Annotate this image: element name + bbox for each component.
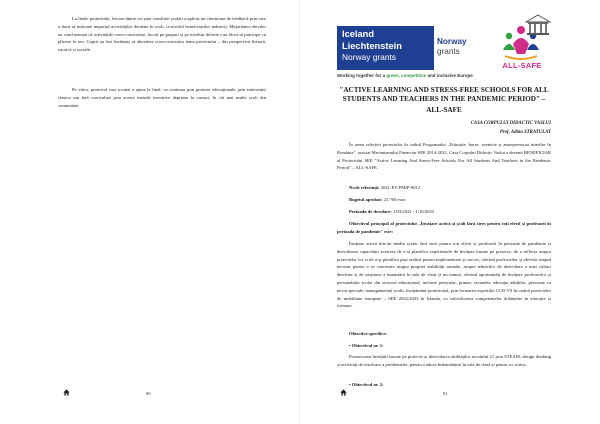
page-number-right: 81 (443, 391, 448, 396)
tagline-green: green, competitive (386, 73, 427, 78)
reference-label: Nr.de referință: (349, 185, 380, 190)
author-institution: CASA CORPULUI DIDACTIC VASLUI (470, 121, 551, 126)
school-building-icon (525, 14, 551, 36)
partner-logos (337, 14, 551, 86)
logo-text-liechtenstein: Liechtenstein (342, 40, 402, 51)
project-period (337, 208, 551, 216)
budget-label: Bugetul aprobat: (349, 197, 383, 202)
project-acronym: ALL-SAFE (426, 106, 462, 114)
home-icon (340, 389, 347, 396)
logo-text-norway-grants: Norway grants (342, 52, 396, 62)
main-objective: Obiectivul principal al proiectului „Învățare activă și școli fără stres pentru toți elevii și profesorii în perioada de pandemie" este: (337, 221, 551, 234)
period-label: Perioada de derulare: (349, 209, 392, 214)
approved-budget (337, 196, 551, 204)
budget-value: 23.760 euro (383, 197, 406, 202)
objective-2-label: • Obiectivul nr. 2: (349, 382, 384, 387)
left-paragraph-2: Pe viitor, proiectul care tocmai a ajuns la final, va continua prin proiecte educaționale, prin intervenții clasica sau fără curriculare prin aceste metode inovative deprinse la cursuri, în cât mai multe școli din comunitate. (58, 87, 266, 108)
logo-text-norway: Norway (437, 37, 467, 46)
eea-tagline (337, 73, 551, 78)
objective-1-label: • Obiectivul nr. 1: (349, 343, 384, 348)
reference-number (337, 184, 551, 192)
tagline-prefix: Working together for a (337, 73, 387, 78)
left-paragraph-1: La finele proiectului, fiecare dintre cei șase consilieri școlari a aplicat un chestionar de feedback prin care a dorit să măsoare impactul activităților derulate în școli, la nivelul beneficiarilor indirecți. Majoritatea elevilor au concluzionat că activitățile cross-curriculare, lucrul pe grupuri și pe niveluri diferite i-au făcut să participe cu plăcere la ore. Copiii au fost încântați să abordeze cross-curricular tema proiectului – din perspectivă literară, istorică și socială. (58, 16, 266, 53)
project-title: "ACTIVE LEARNING AND STRESS-FREE SCHOOLS FOR ALL STUDENTS AND TEACHERS IN THE PANDEMIC PERIOD" – (339, 86, 549, 103)
specific-objectives-heading: Obiective specifice: (349, 331, 387, 336)
logo-text-grants: grants (437, 46, 460, 56)
home-icon (63, 389, 70, 396)
intro-paragraph: În urma selecției proiectelor în cadrul Programului „Educație, burse, ucenicie și antreprenoriat tinerilor în România", asociat Mecanismului Financiar SEE 2014-2021, Casa Corpului Didactic Vaslui a devenit BENEFICIAR al Proiectului SEE "Active Learning And Stress-Free Schools For All Students And Teachers in the Pandemic Period" – ALL-SAFE. (337, 142, 551, 171)
objective-1-text: Promovarea învățării bazate pe proiecte și dezvoltarea abilităților secolului 21 prin STEAM, design thinking și activități de rezolvare a problemelor, pentru a aduce îmbunătățirii în sala de clasă și pentru a-i activa. (337, 354, 551, 367)
objective-description: Învățare activă într-un mediu școlar fără stres pentru toți elevii și profesorii în perioada de pandemie și dezvoltarea capacității acestora de a-și planifica experiențele de învățare bazate pe proiecte, de a reflecta asupra proiectelor lor și de a-și planifica pași realiști pentru implementare și succes, oferind profesorilor și elevilor timpul necesar pentru a se concentra asupra propriei stabilități mintale, asupra tehnicilor de dezvoltare a unei culturi deschise și de susținere a bunăstării în sala de clasă și nu numai, oferind oportunități de învățare profesorilor și personalului școlar din sectorul educațional, inclusiv preșcolar, primar, secundar, educația adulților, persoane cu nevoi speciale, managementul școlii, învățământ profesional, prin formarea experților CCD VS în cadrul proiectelor de mobilitate europene – SEE 2022/2023 în Islanda, cu valorificarea competențelor dobândite în educație și formare. (337, 241, 551, 309)
period-value: 1/03/2022 - 1/10/2023 (392, 209, 435, 214)
eea-grants-logo (337, 26, 434, 70)
logo-text-iceland: Iceland (342, 29, 375, 39)
norway-grants-logo (437, 37, 485, 70)
page-number-left: 80 (146, 391, 151, 396)
reference-value: 2021-EY-PMIP-0012 (380, 185, 421, 190)
all-safe-logo-text: ALL-SAFE (502, 61, 542, 70)
tagline-suffix: and inclusive Europe (426, 73, 473, 78)
author-name: Prof. Adina STRATULAT (499, 130, 551, 135)
